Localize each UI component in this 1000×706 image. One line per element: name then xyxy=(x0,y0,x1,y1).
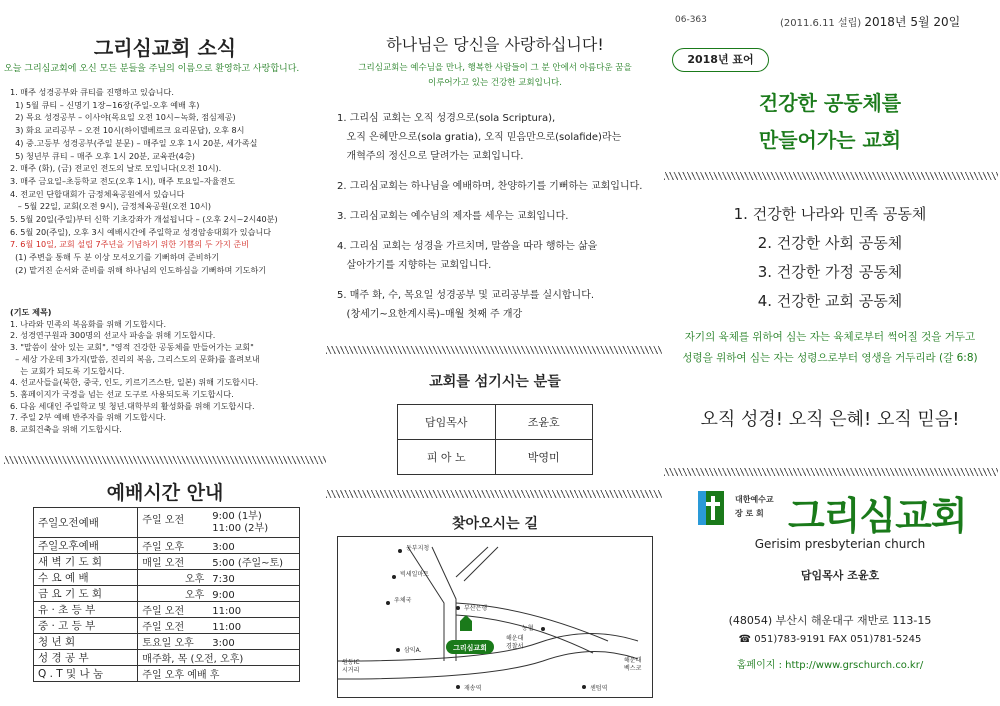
worship-title: 예배시간 안내 xyxy=(106,482,224,504)
homepage-link[interactable]: 홈페이지 : http://www.grschurch.co.kr/ xyxy=(736,660,924,671)
divider xyxy=(4,456,326,464)
worship-name: 금 요 기 도 회 xyxy=(34,586,138,602)
prayer-item: – 세상 가운데 3가지(말씀, 진리의 복음, 그리스도의 문화)를 흘려보내 xyxy=(10,353,260,364)
table-row xyxy=(34,586,300,602)
worship-day: 오후 xyxy=(184,574,205,585)
worship-time: 7:30 xyxy=(212,574,235,585)
worship-name: 새 벽 기 도 회 xyxy=(34,554,138,570)
doc-number: 06-363 xyxy=(675,15,707,25)
worship-time: 11:00 (2부) xyxy=(212,522,269,534)
worship-day: 매주화, 목 (오전, 오후) xyxy=(142,654,244,665)
news-item: 1. 매주 성경공부와 큐티를 진행하고 있습니다. xyxy=(10,87,174,97)
directions-title: 찾아오시는 길 xyxy=(451,516,539,532)
worship-day: 주일 오전 xyxy=(142,622,185,633)
worship-time: 9:00 xyxy=(212,590,235,601)
directions-map xyxy=(337,536,653,698)
staff-title: 교회를 섬기시는 분들 xyxy=(429,374,561,390)
worship-time: 3:00 xyxy=(212,638,235,649)
worship-day: 토요일 오후 xyxy=(142,638,194,649)
map-marker xyxy=(398,549,402,553)
news-item-highlight: 7. 6월 10일, 교회 설립 7주년을 기념하기 위한 기쁨의 두 가지 준비 xyxy=(10,239,250,250)
table-row xyxy=(34,508,300,538)
worship-name: 청 년 회 xyxy=(34,634,138,650)
table-row xyxy=(34,538,300,554)
prayer-item: 2. 성경연구원과 300명의 선교사 파송을 위해 기도합시다. xyxy=(10,330,216,341)
news-intro: 오늘 그리심교회에 오신 모든 분들을 주님의 이름으로 환영하고 사랑합니다. xyxy=(4,64,300,74)
table-row xyxy=(34,554,300,570)
staff-role: 피 아 노 xyxy=(398,440,496,475)
map-drawing xyxy=(338,537,652,697)
staff-table xyxy=(397,404,593,475)
worship-name: 유 · 초 등 부 xyxy=(34,602,138,618)
prayer-item: 3. "말씀이 살아 있는 교회", "영적 건강한 공동체를 만들어가는 교회" xyxy=(10,342,254,353)
map-marker xyxy=(456,606,460,610)
table-row xyxy=(34,634,300,650)
table-row xyxy=(34,650,300,666)
prayer-item: 5. 홈페이지가 국경을 넘는 선교 도구로 사용되도록 기도합시다. xyxy=(10,388,234,399)
church-name: 그리심교회 xyxy=(788,494,967,538)
creed-item: 4. 그리심 교회는 성경을 가르치며, 말씀을 따라 행하는 삶을 살아가기를 지향하는 교회입니다. xyxy=(337,241,598,271)
worship-time: 3:00 xyxy=(212,542,235,553)
church-name-en: Gerisim presbyterian church xyxy=(754,537,926,551)
prayer-title: (기도 제목) xyxy=(10,307,52,317)
worship-day: 오후 xyxy=(184,590,205,601)
creed-item: 2. 그리심교회는 하나님을 예배하며, 찬양하기를 기뻐하는 교회입니다. xyxy=(337,181,643,192)
map-marker xyxy=(396,648,400,652)
goal-item: 1. 건강한 나라와 민족 공동체 xyxy=(733,205,927,223)
prayer-item: 8. 교회건축을 위해 기도합시다. xyxy=(10,424,122,435)
map-label: 원동IC 시거리 xyxy=(342,659,360,674)
worship-time: 11:00 xyxy=(212,622,242,633)
map-marker xyxy=(582,685,586,689)
prayer-list xyxy=(10,307,330,436)
worship-day: 주일 오후 xyxy=(142,542,185,553)
divider xyxy=(664,468,998,476)
map-marker xyxy=(456,685,460,689)
love-intro-line: 그리심교회는 예수님을 만나, 행복한 사람들이 그 분 안에서 아름다운 꿈을 xyxy=(358,63,632,73)
map-label: 부산은행 xyxy=(464,605,488,612)
phone: ☎ 051)783-9191 FAX 051)781-5245 xyxy=(738,634,922,645)
motto-line: 만들어가는 교회 xyxy=(758,128,902,152)
denomination: 대한예수교 장 로 회 xyxy=(735,495,774,518)
worship-time: 5:00 (주일~토) xyxy=(212,558,284,569)
map-label: 재송역 xyxy=(464,685,482,692)
staff-name: 박영미 xyxy=(495,440,593,475)
divider xyxy=(326,490,662,498)
table-row xyxy=(398,405,593,440)
founded-date: (2011.6.11 설립) xyxy=(780,18,862,29)
goal-item: 3. 건강한 가정 공동체 xyxy=(757,263,903,281)
church-marker-label: 그리심교회 xyxy=(453,644,487,652)
map-label: 센텀역 xyxy=(590,685,608,692)
issue-date: 2018년 5월 20일 xyxy=(864,15,961,29)
prayer-item: 7. 주일 2부 예배 반주자를 위해 기도합시다. xyxy=(10,412,166,423)
church-building-icon xyxy=(460,615,472,631)
news-item: 4) 중.고등부 성경공부(주일 분문) – 매주일 오후 1시 20분, 세가족실 xyxy=(10,137,258,148)
date-header xyxy=(780,13,960,30)
goal-item: 4. 건강한 교회 공동체 xyxy=(757,292,903,310)
map-label: 동부지청 xyxy=(406,545,430,552)
goals-list xyxy=(660,200,1000,316)
news-title: 그리심교회 소식 xyxy=(93,36,237,60)
prayer-item: 1. 나라와 민족의 복음화를 위해 기도합시다. xyxy=(10,318,167,329)
worship-name: 성 경 공 부 xyxy=(34,650,138,666)
slogan: 오직 성경! 오직 은혜! 오직 믿음! xyxy=(700,409,960,430)
worship-time: 9:00 (1부) xyxy=(212,510,262,522)
news-item: 5) 청년부 큐티 – 매주 오후 1시 20분, 교육관(4층) xyxy=(10,150,195,161)
news-subitem: (2) 맡겨진 순서와 준비를 위해 하나님의 인도하심을 기뻐하며 기도하기 xyxy=(10,264,267,275)
news-item: – 5월 22일, 교회(오전 9시), 금정체육공원(오전 10시) xyxy=(10,201,211,212)
map-marker xyxy=(541,627,545,631)
news-item: 2) 목요 성경공부 – 이사야(목요일 오전 10시~녹화, 점심제공) xyxy=(10,112,236,123)
table-row xyxy=(34,570,300,586)
map-marker xyxy=(392,575,396,579)
news-item: 5. 5월 20일(주일)부터 신학 기초강좌가 개설됩니다 – (오후 2시~2시40분) xyxy=(10,214,278,225)
bible-verse: 자기의 육체를 위하여 심는 자는 육체로부터 썩어질 것을 거두고 성령을 위하여 심는 자는 성령으로부터 영생을 거두리라 (갈 6:8) xyxy=(682,331,978,364)
staff-name: 조윤호 xyxy=(495,405,593,440)
map-label: 해운대 경찰서 xyxy=(506,635,524,650)
divider xyxy=(664,172,998,180)
divider xyxy=(326,346,662,354)
motto xyxy=(660,85,1000,159)
goal-item: 2. 건강한 사회 공동체 xyxy=(757,234,903,252)
table-row xyxy=(34,666,300,682)
worship-day: 매일 오전 xyxy=(142,558,185,569)
worship-name: 수 요 예 배 xyxy=(34,570,138,586)
love-title: 하나님은 당신을 사랑하십니다! xyxy=(386,35,604,54)
love-intro-line: 이루어가고 있는 건강한 교회입니다. xyxy=(428,78,562,88)
worship-name: 중 · 고 등 부 xyxy=(34,618,138,634)
worship-day: 주일 오전 xyxy=(142,606,185,617)
worship-table xyxy=(33,507,300,682)
worship-day: 주일 오전 xyxy=(142,514,185,526)
table-row xyxy=(398,440,593,475)
pastor: 담임목사 조윤호 xyxy=(800,569,880,582)
address: (48054) 부산시 해운대구 재반로 113-15 xyxy=(728,614,932,627)
map-label: 농협 xyxy=(522,625,534,632)
news-item: 2. 매주 (화), (금) 전교인 전도의 날로 모입니다(오전 10시). xyxy=(10,163,222,174)
map-label: 우체국 xyxy=(394,597,412,604)
worship-name: Q . T 및 나 눔 xyxy=(34,666,138,682)
map-marker xyxy=(386,601,390,605)
map-label: 빅세일마트 xyxy=(400,571,429,578)
worship-day: 주일 오후 예배 후 xyxy=(142,670,220,681)
creed-item: 5. 매주 화, 수, 목요일 성경공부 및 교리공부를 실시합니다. (창세기~요한계시록)–매월 첫째 주 개강 xyxy=(337,290,595,320)
prayer-item: 4. 선교사들을(북한, 중국, 인도, 키르기즈스탄, 일본) 위해 기도합시다. xyxy=(10,377,259,388)
news-item: 3. 매주 금요일–초등학교 전도(오후 1시), 매주 토요일–자율전도 xyxy=(10,175,236,186)
news-item: 4. 전교인 단합대회가 금정체육공원에서 있습니다 xyxy=(10,188,185,199)
worship-name: 주일오후예배 xyxy=(34,538,138,554)
prayer-item: 6. 다음 세대인 주일학교 및 청년.대학부의 활성화를 위해 기도합시다. xyxy=(10,400,255,411)
worship-time: 11:00 xyxy=(212,606,242,617)
map-label: 삼익A. xyxy=(404,647,422,654)
map-label: 해운대 벡스코 xyxy=(624,657,642,672)
motto-year-badge: 2018년 표어 xyxy=(672,48,769,72)
creed-list xyxy=(337,109,657,335)
news-list xyxy=(10,86,325,277)
news-item: 1) 5월 큐티 – 신명기 1장~16장(주일-오후 예배 후) xyxy=(10,99,200,110)
staff-role: 담임목사 xyxy=(398,405,496,440)
love-intro xyxy=(340,61,650,91)
news-item: 6. 5월 20(주일), 오후 3시 예배시간에 주일학교 성경암송대회가 있습니다 xyxy=(10,226,272,237)
creed-item: 3. 그리심교회는 예수님의 제자를 세우는 교회입니다. xyxy=(337,211,569,222)
motto-line: 건강한 공동체를 xyxy=(758,91,902,115)
creed-item: 1. 그리심 교회는 오직 성경으로(sola Scriptura), 오직 은혜만으로(sola gratia), 오직 믿음만으로(solafide)라는 개혁주의 정신으로 달려가는 교회입니다. xyxy=(337,113,622,162)
prayer-item: 는 교회가 되도록 기도합시다. xyxy=(10,365,125,376)
worship-name: 주일오전예배 xyxy=(34,508,138,538)
church-logo-icon xyxy=(698,491,724,525)
table-row xyxy=(34,602,300,618)
news-subitem: (1) 주변을 통해 두 분 이상 모셔오기를 기뻐하며 준비하기 xyxy=(10,252,220,263)
table-row xyxy=(34,618,300,634)
news-item: 3) 화요 교리공부 – 오전 10시(하이델베르크 요리문답), 오후 8시 xyxy=(10,125,245,136)
